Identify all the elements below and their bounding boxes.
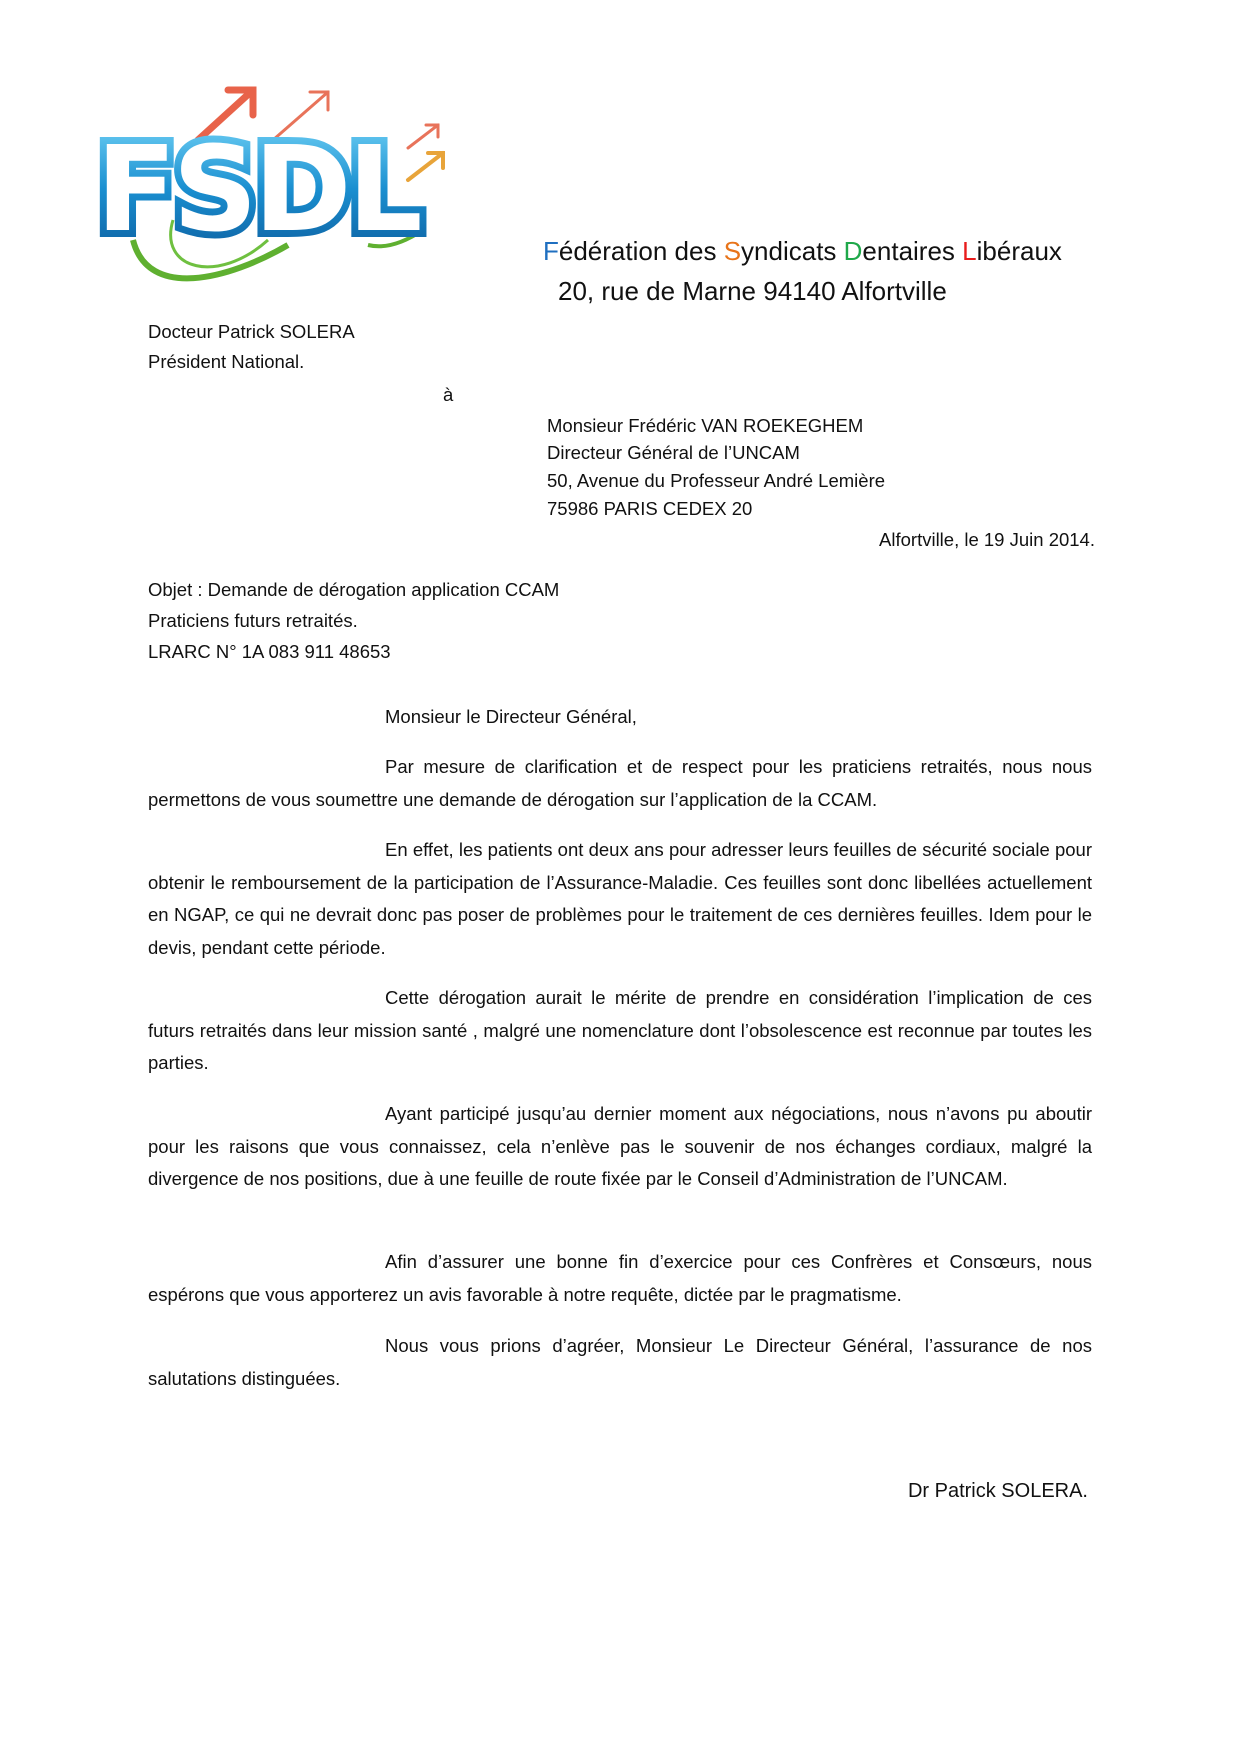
fsdl-logo	[88, 70, 508, 300]
sender-name: Docteur Patrick SOLERA	[148, 321, 355, 342]
recipient-name: Monsieur Frédéric VAN ROEKEGHEM	[547, 415, 864, 436]
org-initial-s: S	[723, 236, 742, 266]
object-detail: Praticiens futurs retraités.	[148, 610, 358, 631]
sender-title: Président National.	[148, 351, 305, 372]
body-paragraph-4: Ayant participé jusqu’au dernier moment aux négociations, nous n’avons pu aboutir pour les raisons que vous connaissez, cela n’enlève pas le souvenir de nos échanges cordiaux, malgré la divergence de nos positions, due à une feuille de route fixée par le Conseil d’Administration de l’UNCAM.	[148, 1103, 1092, 1189]
body-paragraph-6: Nous vous prions d’agréer, Monsieur Le Directeur Général, l’assurance de nos salutations distinguées.	[148, 1335, 1092, 1389]
recipient-title: Directeur Général de l’UNCAM	[547, 442, 800, 463]
organization-name: Fédération des Syndicats Dentaires Libéraux	[543, 236, 1062, 266]
body-paragraph-5: Afin d’assurer une bonne fin d’exercice pour ces Confrères et Consœurs, nous espérons que vous apporterez un avis favorable à notre requête, dictée par le pragmatisme.	[148, 1251, 1092, 1305]
date-line: Alfortville, le 19 Juin 2014.	[879, 529, 1095, 550]
svg-text:FSDL: FSDL	[96, 120, 419, 258]
signature: Dr Patrick SOLERA.	[907, 1480, 1088, 1502]
org-initial-f: F	[543, 236, 559, 266]
salutation: Monsieur le Directeur Général,	[385, 706, 637, 727]
recipient-city: 75986 PARIS CEDEX 20	[547, 498, 753, 519]
object-subject: Objet : Demande de dérogation application CCAM	[148, 579, 560, 600]
body-paragraph-3: Cette dérogation aurait le mérite de prendre en considération l’implication de ces futurs retraités dans leur mission santé , malgré une nomenclature dont l’obsolescence est reconnue par toutes les parties.	[148, 987, 1092, 1073]
org-initial-d: D	[843, 236, 863, 266]
object-reference: LRARC N° 1A 083 911 48653	[148, 641, 391, 662]
org-initial-l: L	[962, 236, 977, 266]
recipient-street: 50, Avenue du Professeur André Lemière	[547, 470, 886, 491]
fsdl-logo-icon	[88, 70, 508, 300]
organization-address: 20, rue de Marne 94140 Alfortville	[558, 276, 947, 306]
body-paragraph-1: Par mesure de clarification et de respect pour les praticiens retraités, nous nous permettons de vous soumettre une demande de dérogation sur l’application de la CCAM.	[148, 756, 1092, 810]
body-paragraph-2: En effet, les patients ont deux ans pour adresser leurs feuilles de sécurité sociale pour obtenir le remboursement de la participation de l’Assurance-Maladie. Ces feuilles sont donc libellées actuellement en NGAP, ce qui ne devrait donc pas poser de problèmes pour le traitement de ces dernières feuilles. Idem pour le devis, pendant cette période.	[148, 839, 1092, 958]
to-word: à	[443, 384, 454, 405]
